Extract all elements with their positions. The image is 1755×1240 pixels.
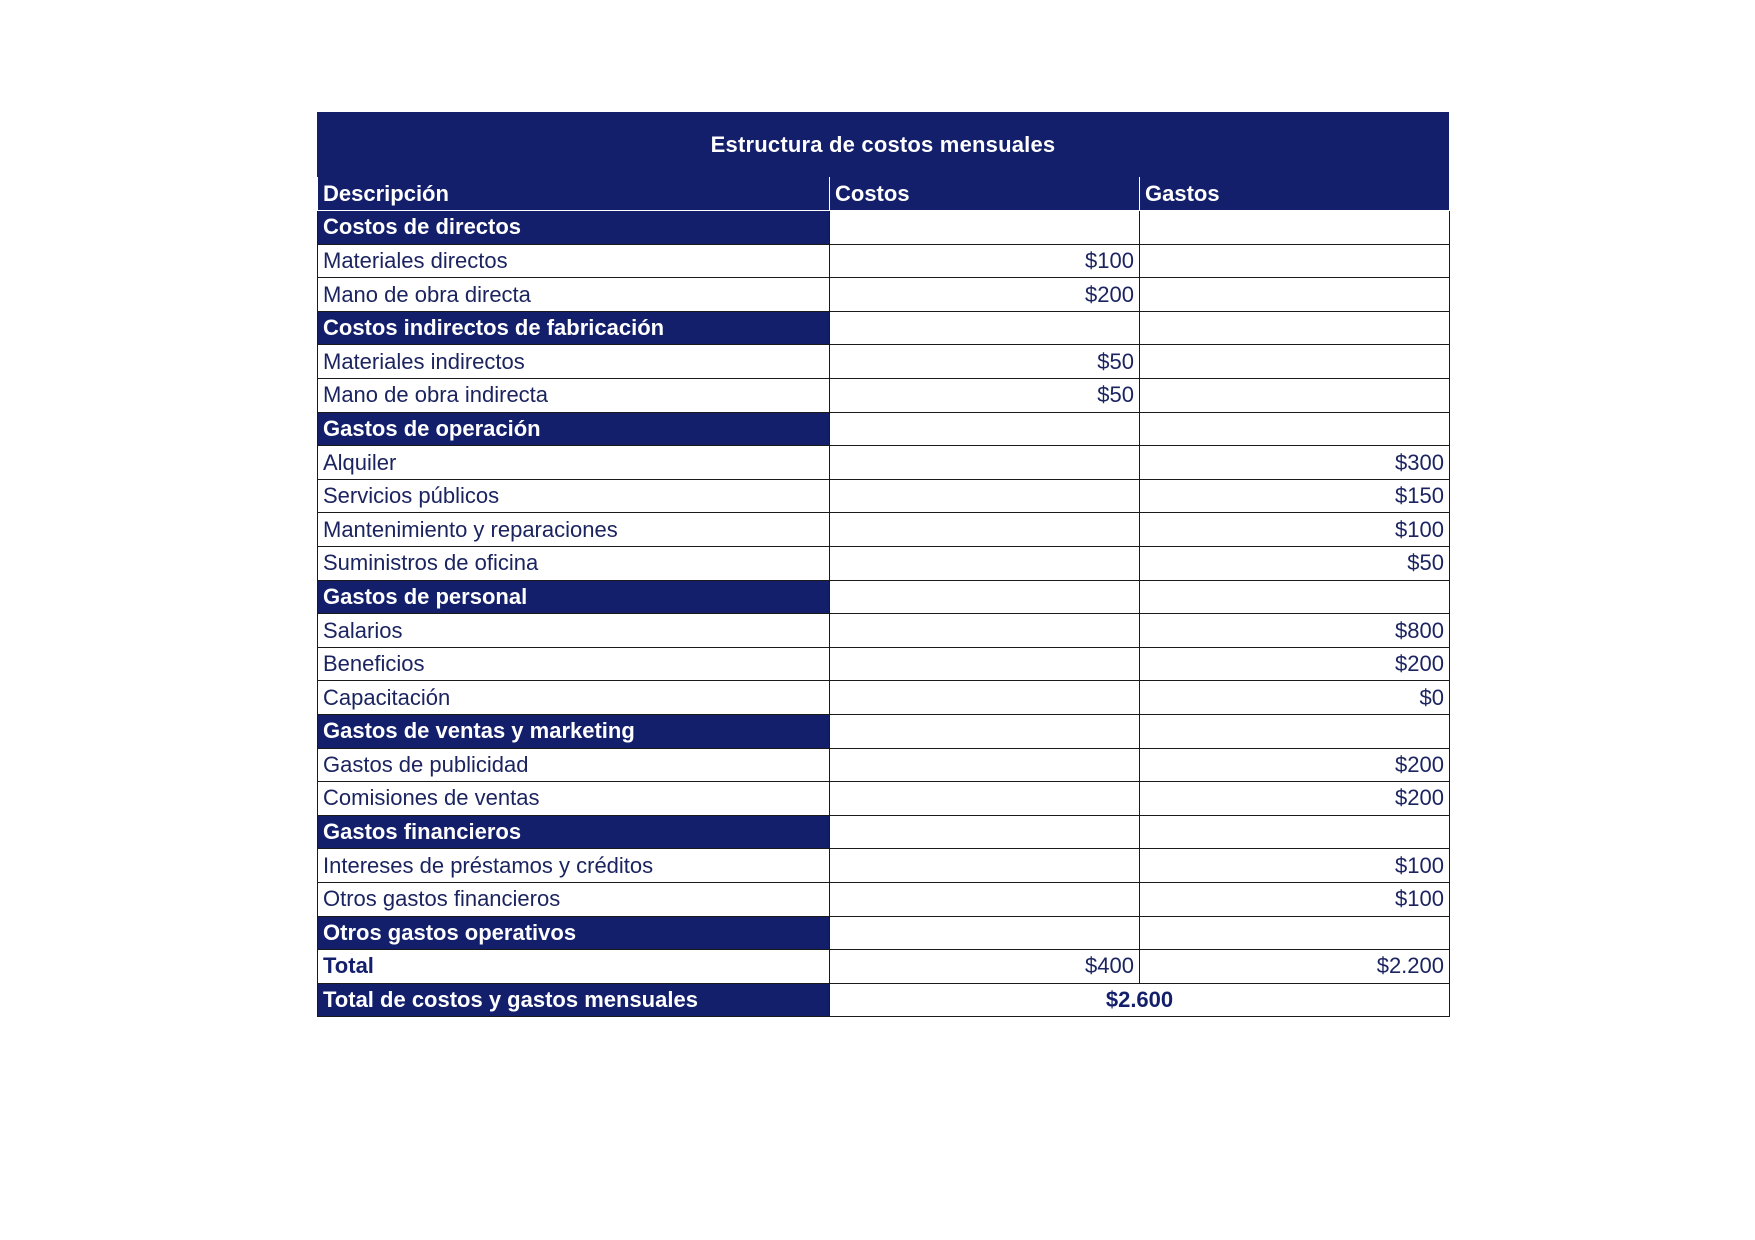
row-cost: [830, 715, 1140, 749]
table-row: [318, 849, 1450, 883]
row-label: Alquiler: [318, 446, 830, 480]
row-label: Intereses de préstamos y créditos: [318, 849, 830, 883]
row-label: Costos indirectos de fabricación: [318, 311, 830, 345]
row-label: Salarios: [318, 614, 830, 648]
header-expenses: Gastos: [1140, 177, 1450, 211]
table-row: [318, 446, 1450, 480]
row-cost: [830, 849, 1140, 883]
row-expense: $100: [1140, 882, 1450, 916]
row-cost: [830, 479, 1140, 513]
header-description: Descripción: [318, 177, 830, 211]
row-expense: $200: [1140, 782, 1450, 816]
row-cost: $50: [830, 379, 1140, 413]
row-expense: [1140, 311, 1450, 345]
row-label: Otros gastos financieros: [318, 882, 830, 916]
row-label: Otros gastos operativos: [318, 916, 830, 950]
table-row: [318, 345, 1450, 379]
table-row: [318, 681, 1450, 715]
row-expense: $0: [1140, 681, 1450, 715]
row-label: Gastos de publicidad: [318, 748, 830, 782]
row-expense: $100: [1140, 513, 1450, 547]
row-cost: $50: [830, 345, 1140, 379]
row-cost: [830, 311, 1140, 345]
row-cost: [830, 412, 1140, 446]
row-cost: [830, 513, 1140, 547]
row-label: Mano de obra indirecta: [318, 379, 830, 413]
row-cost: [830, 580, 1140, 614]
grand-total-row: [318, 983, 1450, 1017]
row-expense: $50: [1140, 547, 1450, 581]
row-label: Gastos de ventas y marketing: [318, 715, 830, 749]
row-label: Materiales indirectos: [318, 345, 830, 379]
row-cost: [830, 211, 1140, 245]
table-row: [318, 782, 1450, 816]
row-cost: $200: [830, 278, 1140, 312]
section-row: [318, 211, 1450, 245]
row-cost: [830, 916, 1140, 950]
total-label: Total: [318, 950, 830, 984]
row-expense: [1140, 211, 1450, 245]
row-label: Mano de obra directa: [318, 278, 830, 312]
table-row: [318, 547, 1450, 581]
cost-table: [317, 177, 1450, 1017]
row-cost: [830, 681, 1140, 715]
row-cost: [830, 815, 1140, 849]
header-costs: Costos: [830, 177, 1140, 211]
row-cost: $100: [830, 244, 1140, 278]
row-expense: $200: [1140, 748, 1450, 782]
section-row: [318, 715, 1450, 749]
section-row: [318, 815, 1450, 849]
row-label: Comisiones de ventas: [318, 782, 830, 816]
row-expense: [1140, 815, 1450, 849]
row-label: Gastos de operación: [318, 412, 830, 446]
row-expense: $100: [1140, 849, 1450, 883]
row-expense: $300: [1140, 446, 1450, 480]
row-expense: [1140, 715, 1450, 749]
table-row: [318, 278, 1450, 312]
table-row: [318, 479, 1450, 513]
total-row: [318, 950, 1450, 984]
row-expense: [1140, 916, 1450, 950]
row-expense: [1140, 345, 1450, 379]
row-cost: [830, 882, 1140, 916]
table-row: [318, 614, 1450, 648]
row-expense: [1140, 278, 1450, 312]
table-body: [318, 211, 1450, 1017]
section-row: [318, 412, 1450, 446]
section-row: [318, 916, 1450, 950]
row-expense: [1140, 580, 1450, 614]
row-expense: [1140, 412, 1450, 446]
grand-total-label: Total de costos y gastos mensuales: [318, 983, 830, 1017]
table-row: [318, 379, 1450, 413]
table-row: [318, 513, 1450, 547]
row-cost: [830, 614, 1140, 648]
row-cost: [830, 748, 1140, 782]
row-expense: $800: [1140, 614, 1450, 648]
row-label: Capacitación: [318, 681, 830, 715]
cost-structure-sheet: [317, 112, 1449, 1017]
table-row: [318, 244, 1450, 278]
header-row: [318, 177, 1450, 211]
row-label: Gastos de personal: [318, 580, 830, 614]
sheet-title: Estructura de costos mensuales: [317, 112, 1449, 177]
row-label: Servicios públicos: [318, 479, 830, 513]
total-expense: $2.200: [1140, 950, 1450, 984]
table-row: [318, 748, 1450, 782]
row-expense: [1140, 244, 1450, 278]
row-cost: [830, 782, 1140, 816]
row-label: Beneficios: [318, 647, 830, 681]
row-label: Costos de directos: [318, 211, 830, 245]
row-label: Suministros de oficina: [318, 547, 830, 581]
row-cost: [830, 446, 1140, 480]
row-expense: $200: [1140, 647, 1450, 681]
section-row: [318, 580, 1450, 614]
row-label: Mantenimiento y reparaciones: [318, 513, 830, 547]
section-row: [318, 311, 1450, 345]
table-row: [318, 882, 1450, 916]
grand-total-value: $2.600: [830, 983, 1450, 1017]
total-cost: $400: [830, 950, 1140, 984]
row-expense: $150: [1140, 479, 1450, 513]
table-row: [318, 647, 1450, 681]
row-cost: [830, 647, 1140, 681]
row-label: Gastos financieros: [318, 815, 830, 849]
row-expense: [1140, 379, 1450, 413]
row-label: Materiales directos: [318, 244, 830, 278]
row-cost: [830, 547, 1140, 581]
